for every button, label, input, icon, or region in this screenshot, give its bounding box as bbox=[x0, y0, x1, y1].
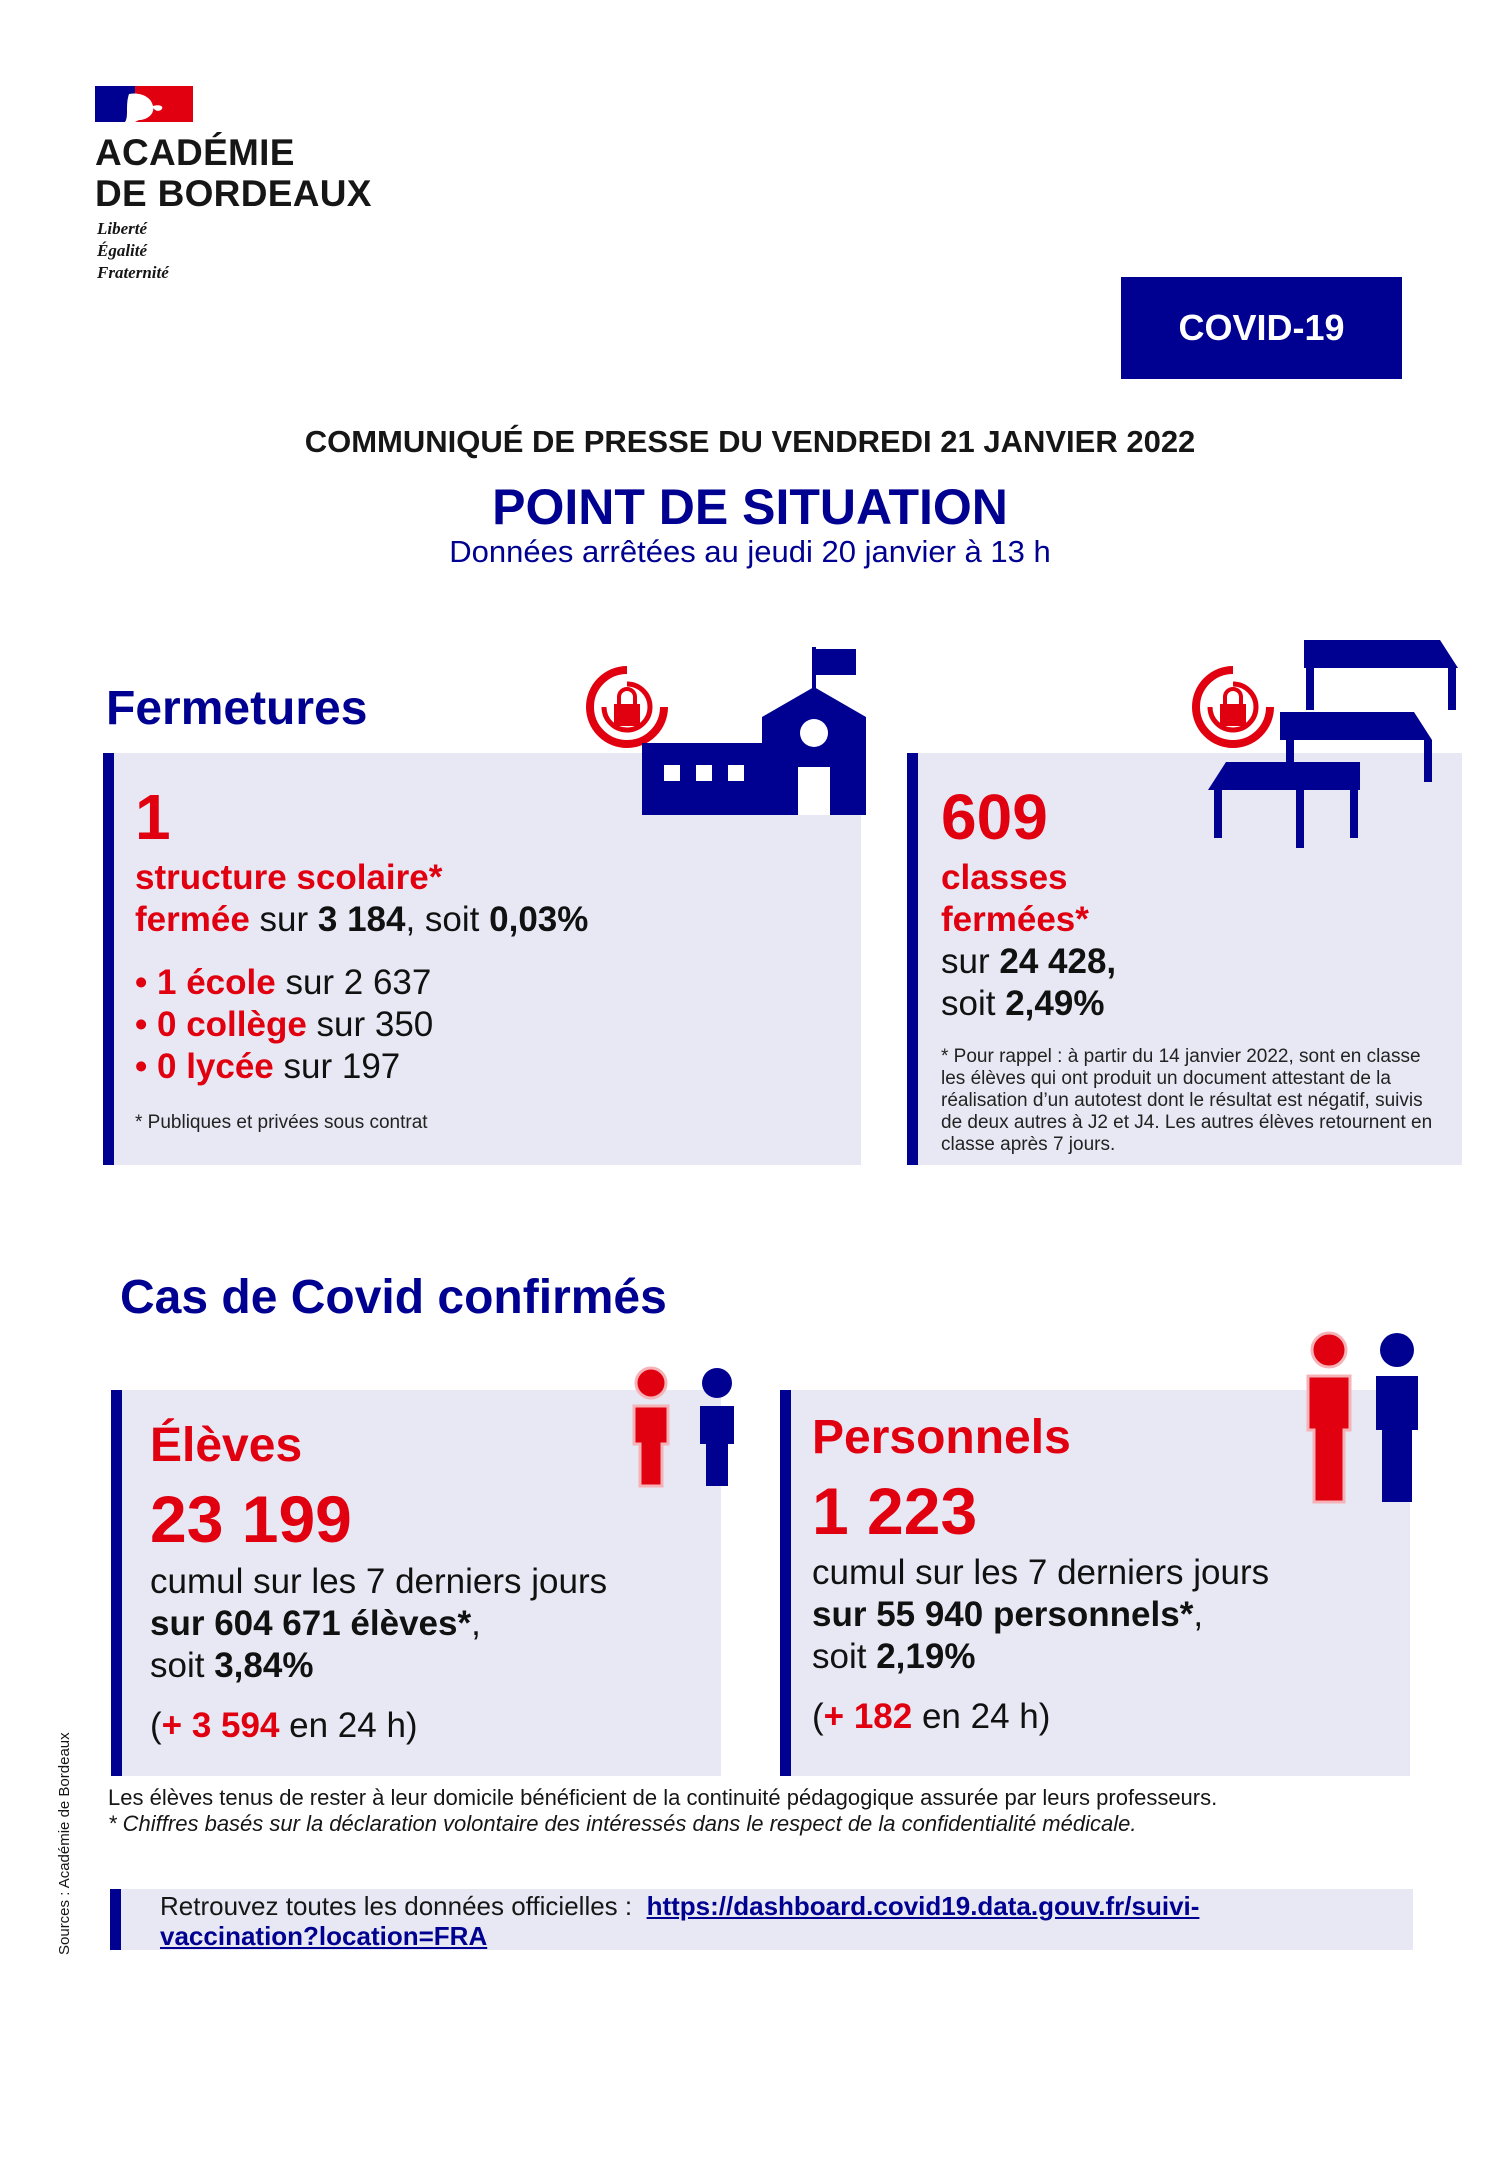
classes-closed-number: 609 bbox=[941, 781, 1048, 853]
students-cases-number: 23 199 bbox=[150, 1482, 352, 1556]
marianne-logo bbox=[95, 86, 193, 122]
confidentiality-note: * Chiffres basés sur la déclaration volontaire des intéressés dans le respect de la confidentialité médicale. bbox=[108, 1811, 1137, 1836]
staff-cases-number: 1 223 bbox=[812, 1474, 978, 1548]
staff-label: Personnels bbox=[812, 1411, 1071, 1464]
schools-breakdown-list bbox=[135, 962, 855, 1088]
panel-accent-bar bbox=[103, 753, 114, 1165]
staff-cases-detail: cumul sur les 7 derniers jours sur 55 940 personnels*, soit 2,19% (+ 182 en 24 h) bbox=[812, 1553, 1270, 1736]
covid-badge: COVID-19 bbox=[1121, 277, 1402, 379]
schools-closed-label: structure scolaire* fermée sur 3 184, soit 0,03% bbox=[135, 858, 589, 939]
press-release-date: COMMUNIQUÉ DE PRESSE DU VENDREDI 21 JANVIER 2022 bbox=[304, 424, 1196, 459]
schools-note: * Publiques et privées sous contrat bbox=[135, 1112, 428, 1133]
republic-motto: Liberté Égalité Fraternité bbox=[97, 219, 169, 282]
students-label: Élèves bbox=[150, 1419, 303, 1472]
source-credit: Sources : Académie de Bordeaux bbox=[56, 1732, 73, 1955]
dashboard-link[interactable]: https://dashboard.covid19.data.gouv.fr/suivi- vaccination?location=FRA bbox=[160, 1891, 1200, 1951]
people-icon bbox=[626, 1366, 752, 1488]
schools-closed-number: 1 bbox=[135, 781, 171, 853]
school-building-icon bbox=[642, 647, 870, 817]
school-desks-icon bbox=[1208, 640, 1468, 850]
people-icon bbox=[1302, 1330, 1426, 1506]
classes-closed-label: classes fermées* sur 24 428, soit 2,49% bbox=[941, 858, 1117, 1023]
panel-accent-bar bbox=[907, 753, 918, 1165]
academy-name: ACADÉMIE DE BORDEAUX bbox=[95, 132, 372, 214]
list-item: • 1 école sur 2 637 bbox=[135, 963, 432, 1002]
page-subtitle: Données arrêtées au jeudi 20 janvier à 13 h bbox=[449, 534, 1051, 569]
list-item: • 0 lycée sur 197 bbox=[135, 1047, 401, 1086]
closures-section-title: Fermetures bbox=[106, 682, 368, 735]
classes-note: * Pour rappel : à partir du 14 janvier 2022, sont en classe les élèves qui ont produit un document attestant de la réalisation d’un autotest dont le résultat est négatif, suivis de deux autres à J2 et J4. Les autres élèves retournent en classe après 7 jours. bbox=[941, 1046, 1433, 1155]
cases-section-title: Cas de Covid confirmés bbox=[120, 1271, 667, 1324]
panel-accent-bar bbox=[780, 1390, 791, 1776]
continuity-note: Les élèves tenus de rester à leur domicile bénéficient de la continuité pédagogique assurée par leurs professeurs. bbox=[108, 1785, 1218, 1810]
page-title: POINT DE SITUATION bbox=[492, 479, 1008, 535]
panel-accent-bar bbox=[111, 1390, 122, 1776]
list-item: • 0 collège sur 350 bbox=[135, 1005, 434, 1044]
students-cases-detail: cumul sur les 7 derniers jours sur 604 671 élèves*, soit 3,84% (+ 3 594 en 24 h) bbox=[150, 1562, 608, 1745]
panel-accent-bar bbox=[110, 1889, 121, 1950]
data-link-text: Retrouvez toutes les données officielles : https://dashboard.covid19.data.gouv.fr/suivi- vaccination?location=FRA bbox=[160, 1891, 1200, 1951]
